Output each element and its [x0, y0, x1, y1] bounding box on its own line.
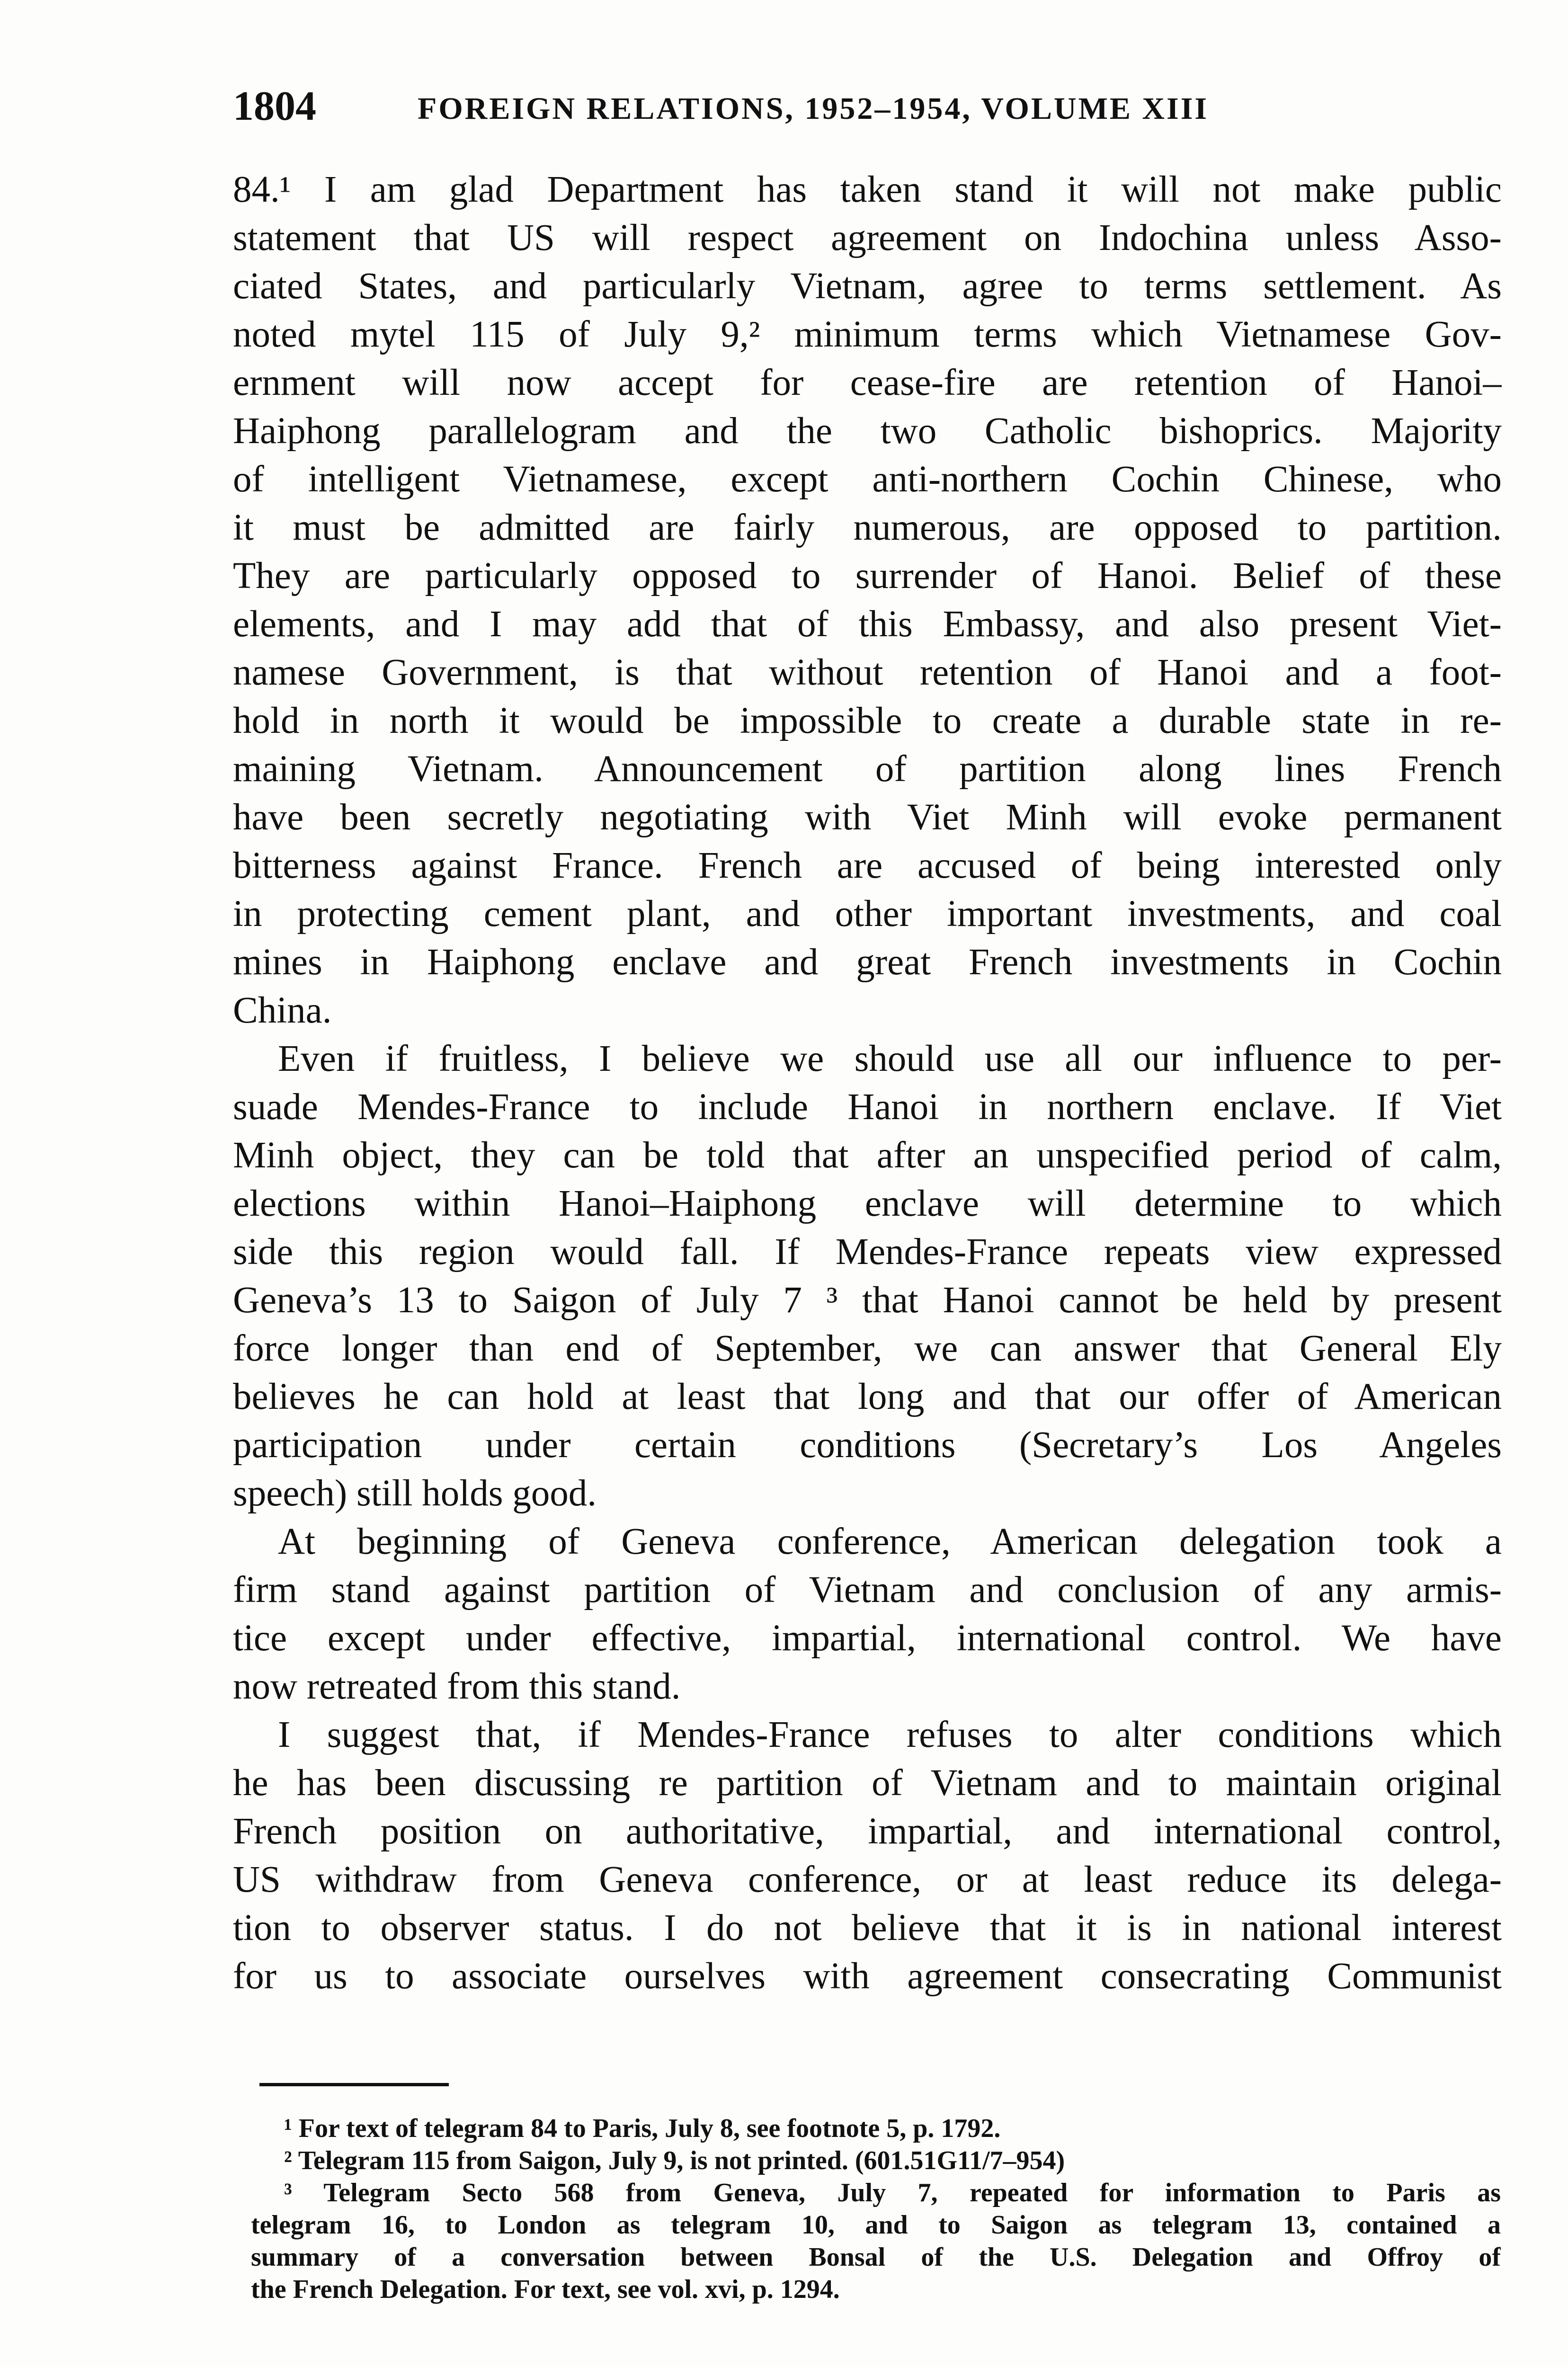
body-line: he has been discussing re partition of Vietnam and to maintain original [233, 1762, 1502, 1804]
body-line: Minh object, they can be told that after an unspecified period of calm, [233, 1135, 1502, 1176]
body-line: speech) still holds good. [233, 1473, 597, 1514]
body-line: mines in Haiphong enclave and great French investments in Cochin [233, 942, 1502, 983]
body-line: tion to observer status. I do not believe that it is in national interest [233, 1907, 1502, 1949]
body-line: tice except under effective, impartial, international control. We have [233, 1618, 1502, 1659]
paragraph-first-line: Even if fruitless, I believe we should use all our influence to per- [278, 1038, 1502, 1079]
body-line: bitterness against France. French are accused of being interested only [233, 845, 1502, 886]
body-line: for us to associate ourselves with agreement consecrating Communist [233, 1956, 1502, 1997]
body-line: statement that US will respect agreement on Indochina unless Asso- [233, 217, 1502, 258]
body-line: now retreated from this stand. [233, 1666, 681, 1707]
body-line: elections within Hanoi–Haiphong enclave will determine to which [233, 1183, 1502, 1224]
body-line: ciated States, and particularly Vietnam, agree to terms settlement. As [233, 266, 1502, 307]
body-line: US withdraw from Geneva conference, or at least reduce its delega- [233, 1859, 1502, 1900]
footnote-3-line: telegram 16, to London as telegram 10, and to Saigon as telegram 13, contained a [251, 2210, 1501, 2240]
body-line: namese Government, is that without retention of Hanoi and a foot- [233, 652, 1502, 693]
footnote-3: ³ Telegram Secto 568 from Geneva, July 7, repeated for information to Paris as [284, 2178, 1501, 2207]
body-line: elements, and I may add that of this Embassy, and also present Viet- [233, 604, 1502, 645]
body-line: China. [233, 990, 332, 1031]
body-text [233, 166, 1502, 2001]
footnote-3-line: summary of a conversation between Bonsal of the U.S. Delegation and Offroy of [251, 2242, 1501, 2272]
body-line: ernment will now accept for cease-fire are retention of Hanoi– [233, 362, 1502, 403]
page-number: 1804 [233, 83, 316, 129]
body-line: it must be admitted are fairly numerous, are opposed to partition. [233, 507, 1502, 548]
footnote-3-line: the French Delegation. For text, see vol. xvi, p. 1294. [251, 2275, 840, 2304]
body-line: of intelligent Vietnamese, except anti-northern Cochin Chinese, who [233, 459, 1502, 500]
body-line: They are particularly opposed to surrender of Hanoi. Belief of these [233, 555, 1502, 596]
body-line: force longer than end of September, we can answer that General Ely [233, 1328, 1502, 1369]
body-line: 84.¹ I am glad Department has taken stand it will not make public [233, 169, 1502, 210]
footnote-2: ² Telegram 115 from Saigon, July 9, is not printed. (601.51G11/7–954) [284, 2146, 1065, 2175]
body-line: firm stand against partition of Vietnam and conclusion of any armis- [233, 1569, 1502, 1611]
body-line: side this region would fall. If Mendes-France repeats view expressed [233, 1231, 1502, 1272]
paragraph-first-line: I suggest that, if Mendes-France refuses to alter conditions which [278, 1714, 1502, 1755]
body-line: Haiphong parallelogram and the two Catholic bishoprics. Majority [233, 410, 1502, 452]
body-line: participation under certain conditions (Secretary’s Los Angeles [233, 1424, 1502, 1466]
running-head: FOREIGN RELATIONS, 1952–1954, VOLUME XIII [418, 91, 1209, 126]
footnote-1: ¹ For text of telegram 84 to Paris, July 8, see footnote 5, p. 1792. [284, 2114, 1001, 2143]
body-line: French position on authoritative, impartial, and international control, [233, 1811, 1502, 1852]
footnote-rule [259, 2083, 449, 2086]
body-line: have been secretly negotiating with Viet Minh will evoke permanent [233, 797, 1502, 838]
footnotes [251, 2112, 1501, 2305]
body-line: suade Mendes-France to include Hanoi in northern enclave. If Viet [233, 1086, 1502, 1128]
body-line: believes he can hold at least that long and that our offer of American [233, 1376, 1502, 1417]
page-header [233, 78, 1502, 135]
body-line: in protecting cement plant, and other important investments, and coal [233, 893, 1502, 934]
body-line: Geneva’s 13 to Saigon of July 7 ³ that Hanoi cannot be held by present [233, 1280, 1502, 1321]
paragraph-first-line: At beginning of Geneva conference, American delegation took a [278, 1521, 1502, 1562]
body-line: maining Vietnam. Announcement of partition along lines French [233, 748, 1502, 790]
body-line: hold in north it would be impossible to create a durable state in re- [233, 700, 1502, 741]
body-line: noted mytel 115 of July 9,² minimum terms which Vietnamese Gov- [233, 314, 1502, 355]
